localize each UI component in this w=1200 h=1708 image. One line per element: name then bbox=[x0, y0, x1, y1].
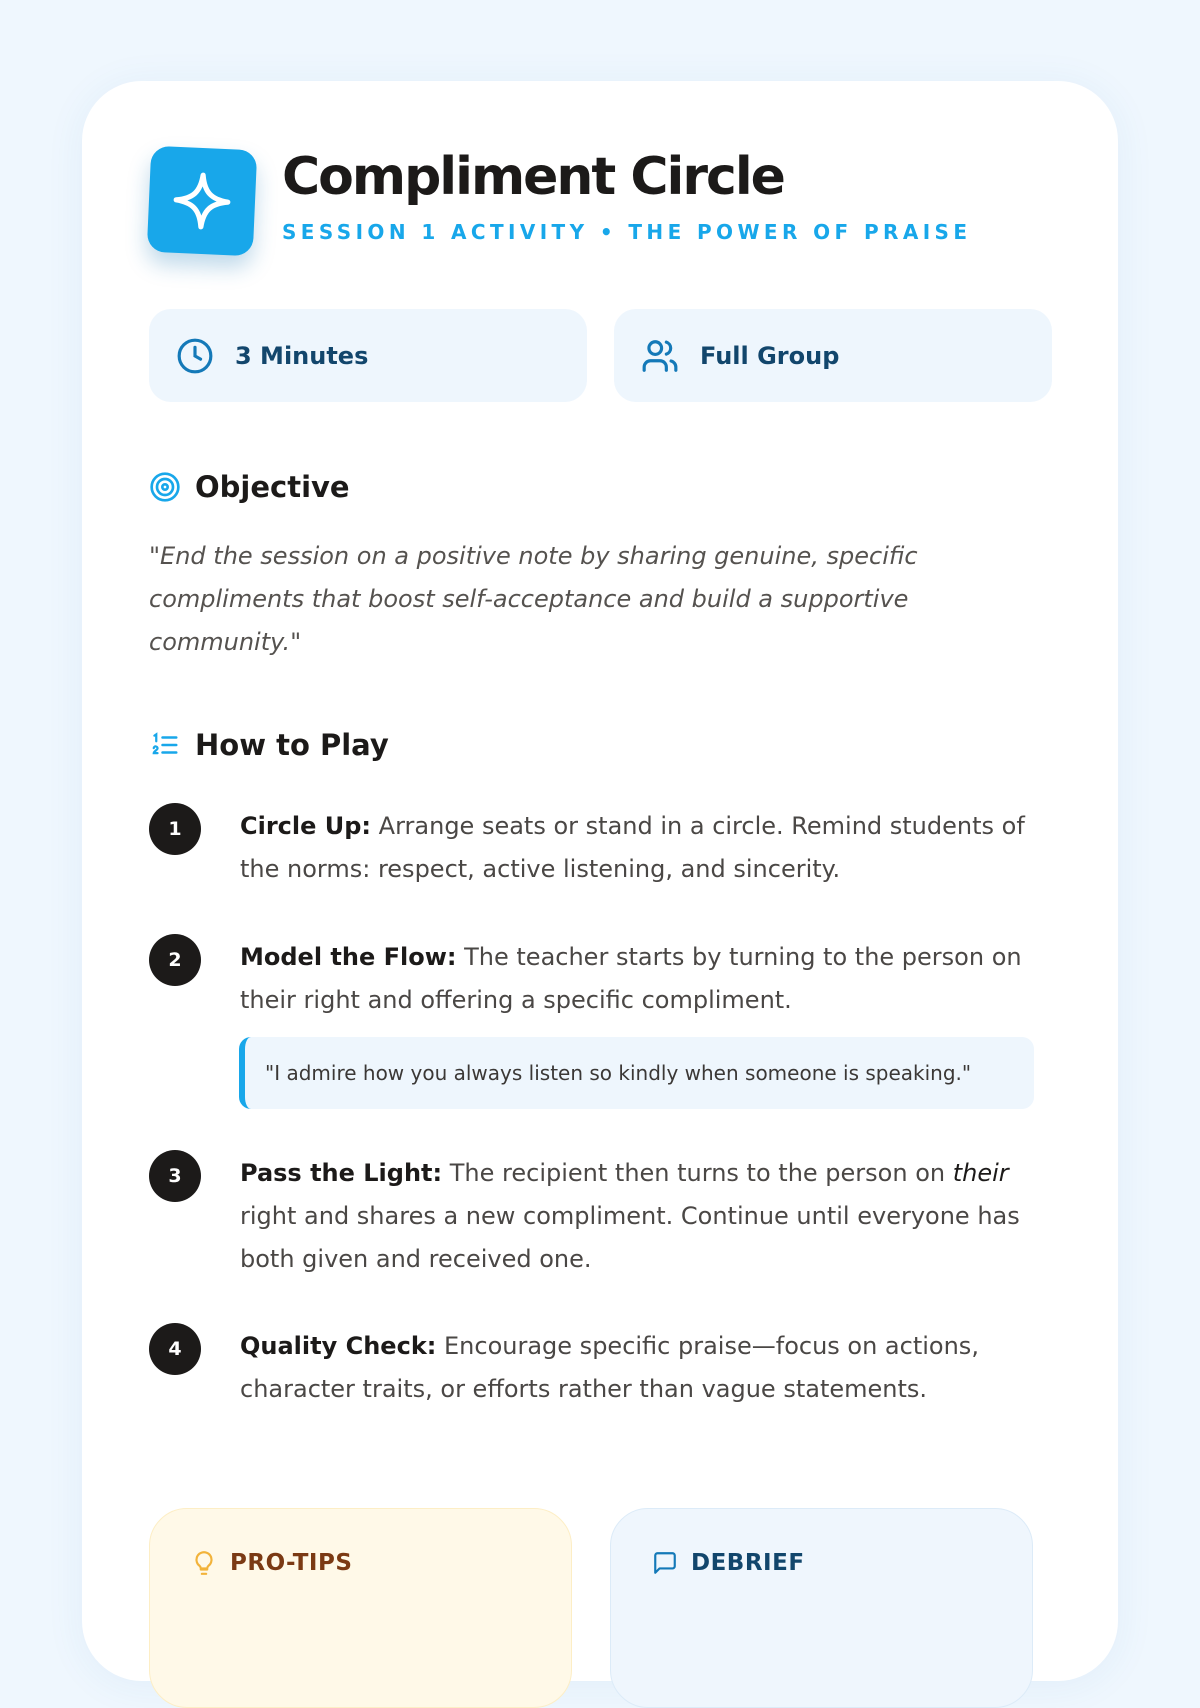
example-quote bbox=[239, 1037, 1034, 1109]
step-text bbox=[240, 936, 1050, 1022]
activity-card bbox=[82, 81, 1118, 1681]
lightbulb-icon bbox=[190, 1549, 218, 1577]
step-emphasis: their bbox=[952, 1159, 1009, 1187]
step-description: Arrange seats or stand in a circle. Remind students of the norms: respect, active listening, and sincerity. bbox=[240, 812, 1025, 883]
group-size-label: Full Group bbox=[700, 341, 840, 370]
step-number: 1 bbox=[149, 803, 201, 855]
step-text bbox=[240, 805, 1050, 891]
page-title: Compliment Circle bbox=[282, 147, 784, 207]
debrief-label: DEBRIEF bbox=[691, 1550, 805, 1576]
debrief-card bbox=[610, 1508, 1033, 1708]
step-number: 4 bbox=[149, 1323, 201, 1375]
pro-tips-heading bbox=[190, 1549, 352, 1577]
step-lead: Circle Up: bbox=[240, 812, 372, 840]
step-text bbox=[240, 1152, 1050, 1281]
step-lead: Quality Check: bbox=[240, 1332, 437, 1360]
how-to-play-heading-label: How to Play bbox=[195, 728, 389, 762]
step-lead: Model the Flow: bbox=[240, 943, 457, 971]
example-quote-text: "I admire how you always listen so kindly when someone is speaking." bbox=[265, 1061, 972, 1085]
step-description: The teacher starts by turning to the person on their right and offering a specific compliment. bbox=[240, 943, 1022, 1014]
step-number: 3 bbox=[149, 1150, 201, 1202]
group-size-pill bbox=[614, 309, 1052, 402]
clock-icon bbox=[175, 336, 215, 376]
users-icon bbox=[640, 336, 680, 376]
step-text bbox=[240, 1325, 1050, 1411]
step-description: Encourage specific praise—focus on actions, character traits, or efforts rather than vague statements. bbox=[240, 1332, 979, 1403]
step-description-continued: right and shares a new compliment. Continue until everyone has both given and received one. bbox=[240, 1202, 1020, 1273]
duration-pill bbox=[149, 309, 587, 402]
page-subtitle: SESSION 1 ACTIVITY • THE POWER OF PRAISE bbox=[282, 220, 972, 244]
sparkle-icon bbox=[147, 146, 258, 257]
step-lead: Pass the Light: bbox=[240, 1159, 443, 1187]
target-icon bbox=[149, 471, 181, 503]
duration-label: 3 Minutes bbox=[235, 341, 369, 370]
objective-text: "End the session on a positive note by sharing genuine, specific compliments that boost self-acceptance and build a supportive community." bbox=[149, 542, 918, 656]
pro-tips-label: PRO-TIPS bbox=[230, 1550, 353, 1576]
chat-bubble-icon bbox=[651, 1549, 679, 1577]
numbered-list-icon bbox=[149, 729, 181, 761]
objective-heading-label: Objective bbox=[195, 470, 350, 504]
how-to-play-heading bbox=[149, 728, 389, 762]
step-description: The recipient then turns to the person on bbox=[449, 1159, 946, 1187]
objective-heading bbox=[149, 470, 350, 504]
pro-tips-card bbox=[149, 1508, 572, 1708]
step-number: 2 bbox=[149, 934, 201, 986]
debrief-heading bbox=[651, 1549, 805, 1577]
